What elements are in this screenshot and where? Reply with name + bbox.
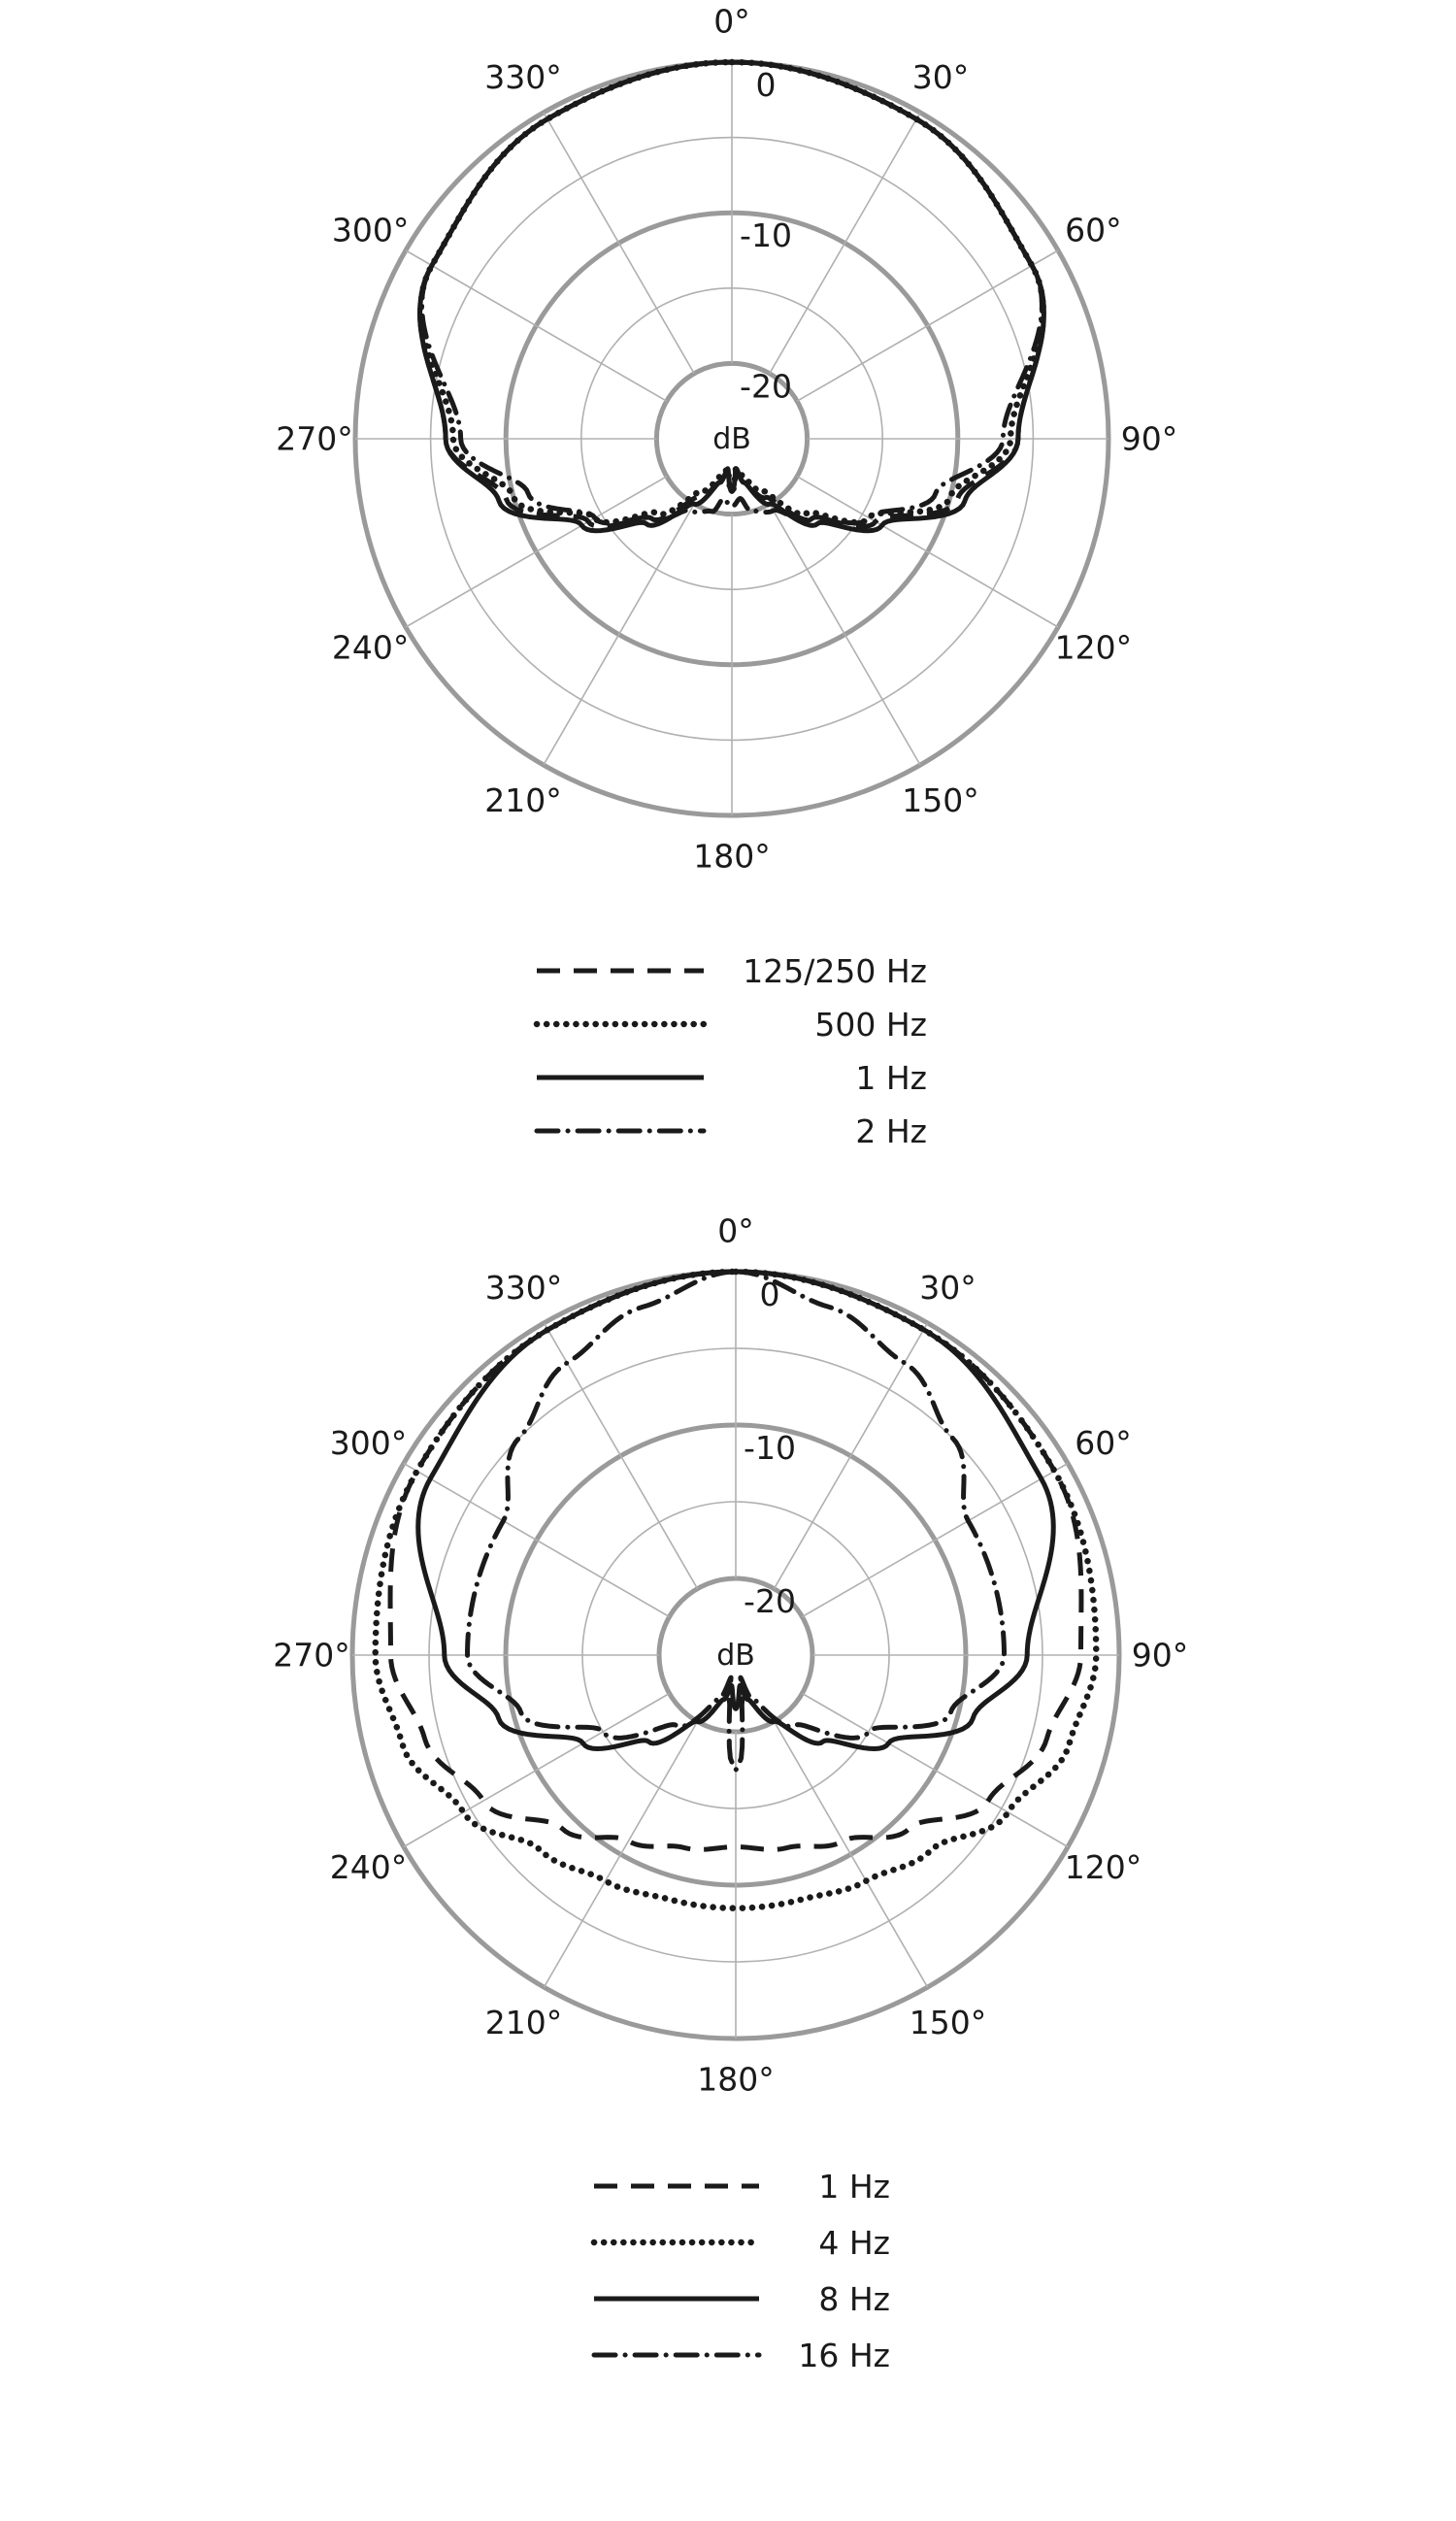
- angle-label-240: 240°: [331, 628, 410, 667]
- angle-label-180: 180°: [693, 837, 771, 876]
- ring-label-20: -20: [744, 1582, 796, 1620]
- angle-label-150: 150°: [909, 2003, 987, 2041]
- angle-label-240: 240°: [329, 1848, 408, 1886]
- angle-label-330: 330°: [484, 58, 562, 97]
- angle-label-270: 270°: [273, 1636, 350, 1675]
- polar-chart-top: [276, 3, 1177, 876]
- spoke-150: [775, 1721, 928, 1987]
- legend-label-500-hz: 500 Hz: [814, 1006, 927, 1044]
- spoke-210: [544, 504, 694, 765]
- angle-label-60: 60°: [1075, 1424, 1132, 1462]
- angle-label-180: 180°: [697, 2060, 775, 2099]
- legend-label-16-hz: 16 Hz: [798, 2337, 890, 2374]
- legend-label-8-hz: 8 Hz: [818, 2280, 890, 2318]
- legend-label-1-hz: 1 Hz: [855, 1059, 927, 1097]
- angle-label-30: 30°: [911, 58, 970, 97]
- ring-label-0: 0: [755, 66, 777, 104]
- angle-label-90: 90°: [1131, 1636, 1189, 1675]
- legend-label-4-hz: 4 Hz: [818, 2224, 890, 2262]
- spoke-120: [802, 1694, 1068, 1847]
- spoke-210: [545, 1721, 698, 1987]
- spoke-60: [802, 1464, 1068, 1617]
- spoke-120: [797, 477, 1058, 627]
- spoke-300: [404, 1464, 670, 1617]
- angle-label-120: 120°: [1064, 1848, 1142, 1886]
- spoke-150: [770, 504, 920, 765]
- angle-label-120: 120°: [1054, 628, 1133, 667]
- legend-label-2-hz: 2 Hz: [855, 1112, 927, 1150]
- angle-label-0: 0°: [717, 1211, 754, 1250]
- legend-label-1-hz: 1 Hz: [818, 2168, 890, 2206]
- ring-label-20: -20: [740, 367, 792, 406]
- spoke-240: [404, 1694, 670, 1847]
- angle-label-300: 300°: [331, 211, 410, 249]
- spoke-240: [406, 477, 667, 627]
- angle-label-330: 330°: [484, 1269, 563, 1308]
- ring-label-0: 0: [759, 1276, 780, 1313]
- angle-label-210: 210°: [484, 780, 562, 819]
- ring-label-10: -10: [740, 216, 792, 255]
- spoke-60: [797, 250, 1058, 401]
- center-unit-label: dB: [712, 422, 751, 456]
- legend-label-125-250-hz: 125/250 Hz: [743, 952, 927, 990]
- angle-label-150: 150°: [902, 780, 979, 819]
- angle-label-210: 210°: [484, 2003, 563, 2041]
- spoke-300: [406, 250, 667, 401]
- angle-label-90: 90°: [1120, 419, 1178, 458]
- legend-top: [537, 952, 927, 1150]
- angle-label-30: 30°: [919, 1269, 976, 1308]
- spoke-330: [544, 113, 694, 374]
- angle-label-0: 0°: [713, 2, 750, 41]
- polar-chart-bottom: [273, 1212, 1188, 2099]
- angle-label-60: 60°: [1065, 211, 1122, 249]
- center-unit-label: dB: [716, 1639, 755, 1673]
- angle-label-270: 270°: [276, 419, 353, 458]
- ring-label-10: -10: [744, 1429, 796, 1467]
- spoke-30: [770, 113, 920, 374]
- legend-bottom: [594, 2168, 890, 2374]
- angle-label-300: 300°: [329, 1424, 408, 1462]
